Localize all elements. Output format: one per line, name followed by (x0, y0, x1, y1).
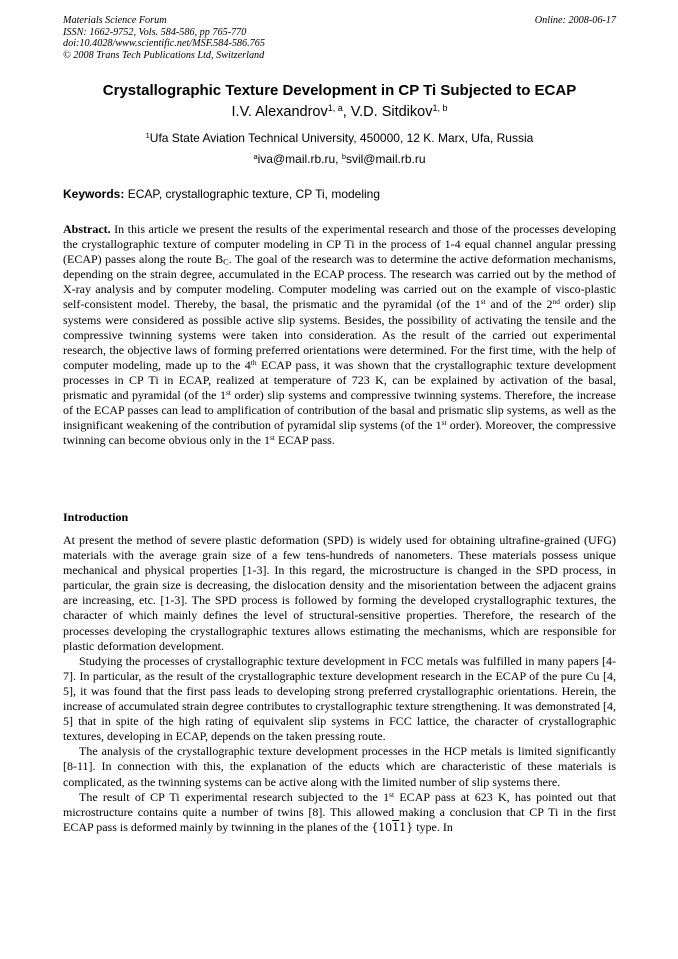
subscript: C (223, 257, 229, 267)
paragraph: The analysis of the crystallographic texture development processes in the HCP metals is limited significantly [8-11]. In connection with this, the explanation of the educts which are characteristic of these materials is complicated, as the twinning systems can be active along with the limited number of slip systems there. (63, 744, 616, 789)
abstract-text: and of the 2 (485, 297, 553, 312)
superscript: st (389, 789, 395, 799)
email-link[interactable]: svil@mail.rb.ru (345, 152, 426, 166)
paragraph: Studying the processes of crystallographic texture development in FCC metals was fulfilled in many papers [4-7]. In particular, as the result of the crystallographic texture development research in the ECAP of the pure Cu [4, 5], it was found that the first pass leads to developing strong preferred crystallographic orientations. Herein, the increase of accumulated strain degree contributes to crystallographic texture strengthening. It was demonstrated [4, 5] that in spite of the high rating of equivalent slip systems in FCC lattice, the character of crystallographic textures, developing in ECAP, depends on the taken pressing route. (63, 653, 616, 744)
affiliation-text: Ufa State Aviation Technical University, 450000, 12 K. Marx, Ufa, Russia (149, 131, 534, 145)
superscript: st (480, 297, 486, 307)
author-superscript: 1, b (432, 103, 448, 114)
index-part: 10 (378, 820, 393, 834)
email-line (63, 152, 616, 166)
superscript: th (250, 357, 257, 367)
superscript: st (441, 418, 447, 428)
email-superscript: a (253, 151, 258, 161)
superscript: nd (552, 297, 560, 307)
abstract-paragraph (63, 222, 616, 448)
doi-line: doi:10.4028/www.scientific.net/MSF.584-586.765 (63, 38, 265, 50)
author-line (63, 104, 616, 120)
email-separator: , (335, 152, 342, 166)
abstract-text: ECAP pass. (274, 433, 335, 448)
abstract-text: In this article we present the results of the experimental research and those of the processes developing the crystallographic texture of computer modeling in CP Ti in the process of 1-4 equal channel angular pressing (ECAP) passes along the route B (63, 222, 616, 267)
paragraph-text: ECAP pass at 623 K, has pointed out that microstructure contains quite a number of twins [8]. This allowed making a conclusion that CP Ti in the first ECAP pass is deformed mainly by twinning in the planes of the (63, 789, 617, 834)
miller-index (371, 821, 413, 834)
email-superscript: b (341, 151, 346, 161)
journal-header (63, 15, 616, 61)
superscript: st (225, 387, 231, 397)
paragraph: At present the method of severe plastic deformation (SPD) is widely used for obtaining ultrafine-grained (UFG) materials with the average grain size of a few tens-hundreds of nanometers. These materials possess unique mechanical and physical properties [1-3]. In this regard, the microstructure is changed in the SPD process, in particular, the grain size is decreasing, the dislocation density and the misorientation between the adjacent grains are increasing, etc. [1-3]. The SPD process is followed by forming the developed crystallographic textures, the character of which mainly defines the level of structural-sensitive properties. Therefore, the research of the processes developing the crystallographic textures allows estimating the mechanisms, which are responsible for plastic deformation development. (63, 533, 616, 653)
brace-close: } (406, 820, 414, 834)
author-name: V.D. Sitdikov (350, 104, 433, 120)
abstract-text: ECAP pass, it was shown that the crystallographic texture development processes in CP Ti in ECAP, realized at temperature of 723 K, can be explained by activation of the basal, prismatic and pyramidal (of the 1 (63, 357, 616, 403)
abstract (63, 222, 616, 448)
copyright-line: © 2008 Trans Tech Publications Ltd, Switzerland (63, 49, 265, 61)
affiliation-superscript: 1 (145, 130, 150, 140)
brace-open: { (371, 820, 379, 834)
index-bar: 1 (392, 820, 400, 834)
author-superscript: 1, a (327, 103, 343, 114)
paragraph-text: type. In (413, 819, 453, 834)
section-heading-introduction: Introduction (63, 510, 129, 524)
online-date: Online: 2008-06-17 (534, 15, 616, 26)
abstract-text: order) slip systems were considered as possible active slip systems. Besides, the possibility of activating the tensile and the compressive twinning systems were taken into consideration. As the result of the carried out experimental research, the objective laws of forming preferred orientations were determined. For the first time, with the help of computer modeling, made up to the 4 (63, 297, 616, 372)
introduction-body (63, 533, 616, 835)
keywords-text: ECAP, crystallographic texture, CP Ti, modeling (124, 187, 381, 201)
keywords (63, 187, 616, 201)
author-name: I.V. Alexandrov (231, 104, 328, 120)
email-link[interactable]: iva@mail.rb.ru (257, 152, 336, 166)
paragraph-text: The result of CP Ti experimental research subjected to the 1 (79, 789, 390, 804)
index-part: 1 (399, 820, 407, 834)
abstract-text: order) slip systems and compressive twinning systems. Therefore, the increase of the ECAP passes can lead to amplification of contribution of the basal and prismatic slip systems, as well as the insignificant weakening of the contribution of pyramidal slip systems (of the 1 (63, 388, 616, 433)
paper-title: Crystallographic Texture Development in CP Ti Subjected to ECAP (102, 82, 577, 99)
abstract-label: Abstract. (63, 222, 111, 236)
issn-line: ISSN: 1662-9752, Vols. 584-586, pp 765-770 (63, 26, 247, 38)
journal-name: Materials Science Forum (63, 15, 167, 26)
affiliation (63, 131, 616, 145)
abstract-text: order). Moreover, the compressive twinning can become obvious only in the 1 (63, 418, 617, 448)
superscript: st (269, 433, 275, 443)
author-separator: , (342, 104, 351, 120)
keywords-label: Keywords: (63, 187, 125, 201)
abstract-text: . The goal of the research was to determine the active deformation mechanisms, depending on the strain degree, accumulated in the ECAP process. The research was carried out by the method of X-ray analysis and by computer modeling. Computer modeling was carried out on the example of visco-plastic self-consistent model. Thereby, the basal, the prismatic and the pyramidal (of the 1 (63, 252, 617, 312)
paragraph (63, 790, 616, 835)
